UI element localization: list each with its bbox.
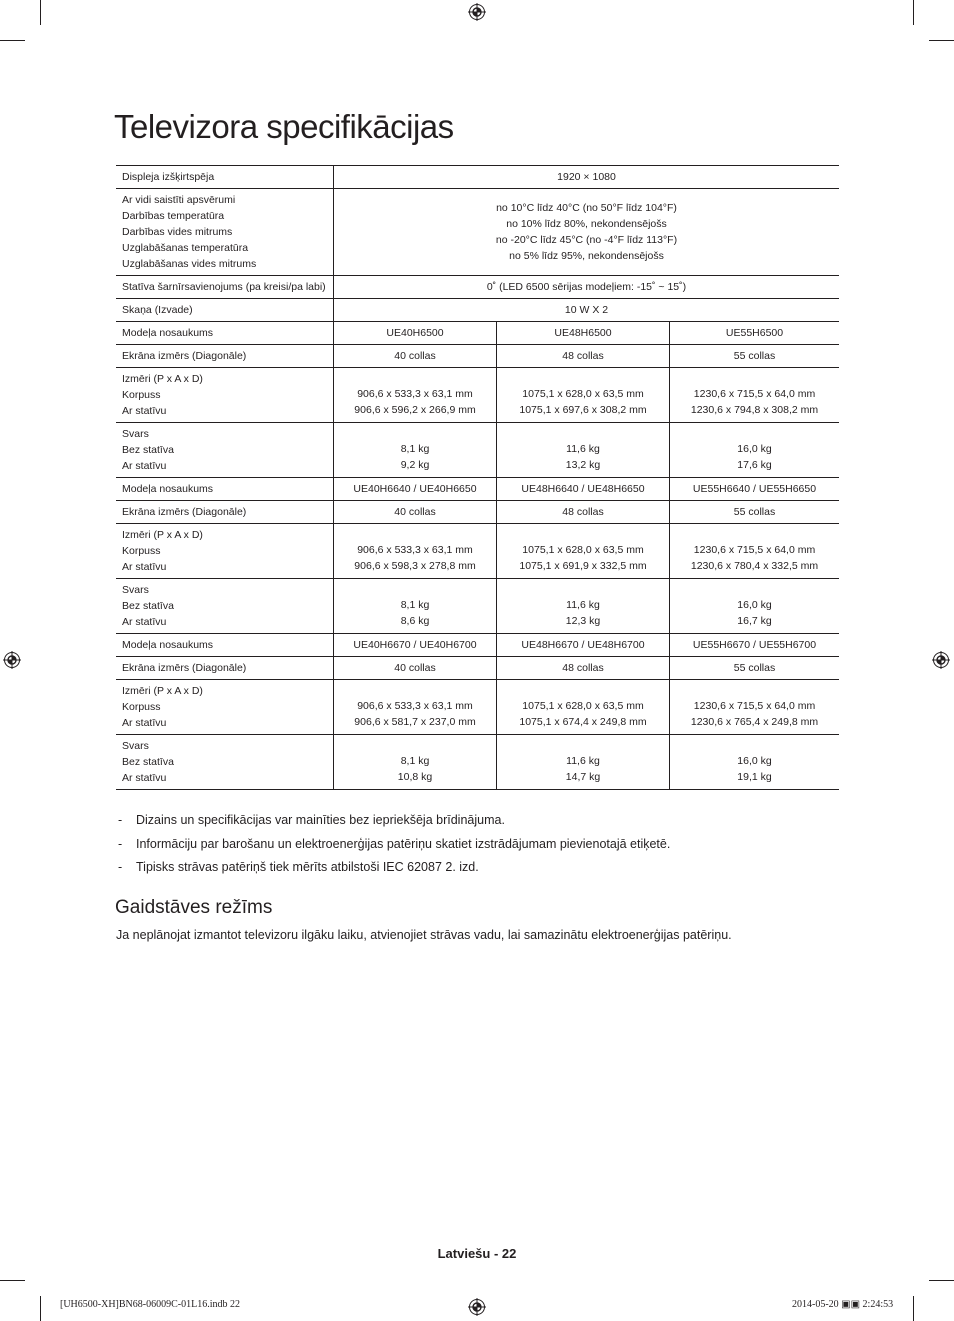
spec-value-line: 1230,6 x 715,5 x 64,0 mm xyxy=(693,700,816,712)
spec-value-line: 12,3 kg xyxy=(565,615,601,627)
spec-value xyxy=(670,680,840,735)
spec-value xyxy=(670,524,840,579)
spec-label-line: Ar statīvu xyxy=(122,717,167,729)
spec-value-line: 1075,1 x 674,4 x 249,8 mm xyxy=(519,716,647,728)
spec-value-line: 55 collas xyxy=(733,506,776,518)
spec-label-line: Darbības vides mitrums xyxy=(122,226,233,238)
spec-value xyxy=(670,501,840,524)
spec-label xyxy=(116,579,334,634)
spec-value xyxy=(334,368,497,423)
spec-label-line: Izmēri (P x A x D) xyxy=(122,373,203,385)
spec-label-line: Ar statīvu xyxy=(122,616,167,628)
spec-label-line: Ar vidi saistīti apsvērumi xyxy=(122,194,236,206)
spec-value xyxy=(334,634,497,657)
spec-value-line: 1230,6 x 715,5 x 64,0 mm xyxy=(693,544,816,556)
notes-list xyxy=(116,810,670,881)
spec-label-line: Modeļa nosaukums xyxy=(122,483,214,495)
spec-label-line: Korpuss xyxy=(122,701,161,713)
spec-value-line: 906,6 x 533,3 x 63,1 mm xyxy=(357,388,473,400)
crop-mark xyxy=(913,1296,914,1321)
spec-value xyxy=(497,478,670,501)
spec-value-line: 1230,6 x 794,8 x 308,2 mm xyxy=(690,404,819,416)
spec-label-line: Modeļa nosaukums xyxy=(122,639,214,651)
standby-text: Ja neplānojat izmantot televizoru ilgāku laiku, atvienojiet strāvas vadu, lai samazinātu elektroenerģijas patēriņu. xyxy=(116,928,732,942)
crop-mark xyxy=(0,1280,25,1281)
spec-row xyxy=(116,735,839,790)
spec-value-line: 11,6 kg xyxy=(566,599,600,611)
spec-label-line: Izmēri (P x A x D) xyxy=(122,529,203,541)
spec-value-line: 16,0 kg xyxy=(737,443,772,455)
spec-value-line: 1075,1 x 691,9 x 332,5 mm xyxy=(519,560,647,572)
spec-label-line: Uzglabāšanas temperatūra xyxy=(122,242,249,254)
spec-value-line: 906,6 x 598,3 x 278,8 mm xyxy=(354,560,476,572)
spec-value-line: no 5% līdz 95%, nekondensējošs xyxy=(509,250,664,262)
spec-row xyxy=(116,524,839,579)
spec-value xyxy=(670,345,840,368)
spec-row xyxy=(116,657,839,680)
spec-value xyxy=(497,501,670,524)
spec-value xyxy=(497,368,670,423)
spec-value-line: no -20°C līdz 45°C (no -4°F līdz 113°F) xyxy=(495,234,678,246)
spec-value-line: 8,1 kg xyxy=(400,755,430,767)
note-item xyxy=(116,810,670,834)
spec-label xyxy=(116,368,334,423)
spec-row xyxy=(116,276,839,299)
spec-label-line: Svars xyxy=(122,428,149,440)
spec-value xyxy=(670,579,840,634)
spec-label xyxy=(116,299,334,322)
spec-value-line: 1920 × 1080 xyxy=(557,171,616,183)
note-bullet: - xyxy=(118,836,123,851)
spec-label xyxy=(116,657,334,680)
page-number: Latviešu - 22 xyxy=(437,1246,517,1261)
spec-value-line: 48 collas xyxy=(562,662,604,674)
spec-value xyxy=(497,579,670,634)
spec-value xyxy=(497,680,670,735)
spec-value xyxy=(334,657,497,680)
spec-label xyxy=(116,166,334,189)
crop-mark xyxy=(929,1280,954,1281)
spec-row xyxy=(116,680,839,735)
spec-label xyxy=(116,276,334,299)
spec-value-line: UE40H6500 xyxy=(386,327,444,339)
spec-label-line: Bez statīva xyxy=(122,756,174,768)
spec-label-line: Ekrāna izmērs (Diagonāle) xyxy=(122,506,247,518)
spec-value xyxy=(334,345,497,368)
spec-value xyxy=(497,345,670,368)
spec-label-line: Darbības temperatūra xyxy=(122,210,225,222)
note-item xyxy=(116,857,670,881)
spec-value-line: 1075,1 x 628,0 x 63,5 mm xyxy=(522,544,644,556)
spec-value-line: 10 W X 2 xyxy=(564,304,609,316)
spec-row xyxy=(116,166,839,189)
spec-label-line: Ekrāna izmērs (Diagonāle) xyxy=(122,662,247,674)
spec-label-line: Bez statīva xyxy=(122,600,174,612)
spec-value-line: 55 collas xyxy=(733,662,776,674)
spec-label-line: Ar statīvu xyxy=(122,561,167,573)
spec-value-line: 1075,1 x 697,6 x 308,2 mm xyxy=(519,404,647,416)
spec-value xyxy=(497,524,670,579)
spec-value-line: 8,1 kg xyxy=(400,599,430,611)
spec-value-line: 11,6 kg xyxy=(566,755,600,767)
spec-value-line: 1075,1 x 628,0 x 63,5 mm xyxy=(522,388,644,400)
spec-value xyxy=(497,423,670,478)
spec-value-line: 0˚ (LED 6500 sērijas modeļiem: -15˚ ~ 15˚) xyxy=(486,281,687,293)
spec-value-line: UE48H6640 / UE48H6650 xyxy=(521,483,645,495)
spec-value-line: 906,6 x 596,2 x 266,9 mm xyxy=(354,404,476,416)
page-title: Televizora specifikācijas xyxy=(114,108,454,145)
spec-value xyxy=(670,657,840,680)
spec-label-line: Uzglabāšanas vides mitrums xyxy=(122,258,257,270)
spec-row xyxy=(116,501,839,524)
spec-row xyxy=(116,345,839,368)
spec-value-line: 16,7 kg xyxy=(737,615,772,627)
spec-label xyxy=(116,524,334,579)
spec-value-line: 8,6 kg xyxy=(400,615,430,627)
spec-value xyxy=(497,322,670,345)
spec-label xyxy=(116,423,334,478)
note-item xyxy=(116,834,670,858)
spec-value-line: 1230,6 x 715,5 x 64,0 mm xyxy=(693,388,816,400)
note-text: Tipisks strāvas patēriņš tiek mērīts atbilstoši IEC 62087 2. izd. xyxy=(136,860,479,874)
spec-value-line: UE40H6640 / UE40H6650 xyxy=(353,483,477,495)
spec-label-line: Ar statīvu xyxy=(122,772,167,784)
spec-value-line: 1230,6 x 780,4 x 332,5 mm xyxy=(690,560,819,572)
spec-label-line: Displeja izšķirtspēja xyxy=(122,171,215,183)
registration-mark-icon xyxy=(3,651,21,669)
standby-heading: Gaidstāves režīms xyxy=(115,897,273,918)
spec-row xyxy=(116,189,839,276)
crop-mark xyxy=(913,0,914,25)
print-slug-date: 2014-05-20 ▣▣ 2:24:53 xyxy=(792,1299,894,1310)
spec-value-line: 10,8 kg xyxy=(397,771,433,783)
spec-label xyxy=(116,478,334,501)
spec-label-line: Korpuss xyxy=(122,545,161,557)
spec-value-line: UE55H6640 / UE55H6650 xyxy=(692,483,817,495)
spec-value xyxy=(334,299,840,322)
spec-value xyxy=(334,680,497,735)
crop-mark xyxy=(929,40,954,41)
spec-value xyxy=(670,735,840,790)
spec-value-line: 48 collas xyxy=(562,350,604,362)
spec-label xyxy=(116,345,334,368)
crop-mark xyxy=(40,0,41,25)
spec-value-line: 16,0 kg xyxy=(737,599,772,611)
spec-value xyxy=(334,166,840,189)
spec-value-line: 9,2 kg xyxy=(400,459,430,471)
spec-label xyxy=(116,501,334,524)
note-bullet: - xyxy=(118,813,123,827)
spec-row xyxy=(116,579,839,634)
spec-value-line: 11,6 kg xyxy=(566,443,600,455)
spec-value-line: 906,6 x 581,7 x 237,0 mm xyxy=(354,716,476,728)
spec-value-line: 55 collas xyxy=(733,350,776,362)
note-bullet: - xyxy=(118,860,123,874)
spec-value-line: 40 collas xyxy=(394,350,436,362)
spec-row xyxy=(116,423,839,478)
spec-value-line: 13,2 kg xyxy=(565,459,601,471)
spec-label-line: Svars xyxy=(122,740,149,752)
spec-value xyxy=(670,368,840,423)
spec-value-line: 906,6 x 533,3 x 63,1 mm xyxy=(357,544,473,556)
spec-value-line: 906,6 x 533,3 x 63,1 mm xyxy=(357,700,473,712)
spec-value xyxy=(334,276,840,299)
spec-label xyxy=(116,322,334,345)
registration-mark-icon xyxy=(468,1298,486,1316)
spec-value xyxy=(334,478,497,501)
spec-value-line: 19,1 kg xyxy=(737,771,772,783)
spec-label-line: Bez statīva xyxy=(122,444,174,456)
note-text: Informāciju par barošanu un elektroenerģijas patēriņu skatiet izstrādājumam pievienotajā etiķetē. xyxy=(136,836,671,851)
spec-value xyxy=(670,478,840,501)
spec-value xyxy=(670,634,840,657)
spec-value xyxy=(334,524,497,579)
spec-value-line: no 10°C līdz 40°C (no 50°F līdz 104°F) xyxy=(496,202,677,214)
spec-value xyxy=(334,579,497,634)
spec-value xyxy=(334,735,497,790)
spec-label-line: Svars xyxy=(122,584,149,596)
spec-label-line: Modeļa nosaukums xyxy=(122,327,214,339)
spec-value-line: 16,0 kg xyxy=(737,755,772,767)
spec-label-line: Ar statīvu xyxy=(122,460,167,472)
spec-value xyxy=(334,189,840,276)
spec-value-line: 17,6 kg xyxy=(737,459,772,471)
spec-label-line: Ar statīvu xyxy=(122,405,167,417)
note-text: Dizains un specifikācijas var mainīties bez iepriekšēja brīdinājuma. xyxy=(136,813,505,827)
spec-label xyxy=(116,189,334,276)
spec-value-line: 40 collas xyxy=(394,662,436,674)
spec-label xyxy=(116,680,334,735)
spec-value-line: 1230,6 x 765,4 x 249,8 mm xyxy=(690,716,819,728)
spec-label-line: Skaņa (Izvade) xyxy=(122,304,193,316)
spec-label-line: Statīva šarnīrsavienojums (pa kreisi/pa labi) xyxy=(122,281,326,293)
spec-row xyxy=(116,634,839,657)
spec-value xyxy=(334,501,497,524)
spec-label-line: Korpuss xyxy=(122,389,161,401)
crop-mark xyxy=(40,1296,41,1321)
spec-label-line: Izmēri (P x A x D) xyxy=(122,685,203,697)
spec-value-line: 48 collas xyxy=(562,506,604,518)
spec-row xyxy=(116,368,839,423)
spec-value xyxy=(670,322,840,345)
spec-value-line: UE55H6500 xyxy=(725,327,784,339)
spec-row xyxy=(116,322,839,345)
spec-value-line: UE40H6670 / UE40H6700 xyxy=(353,639,477,651)
spec-value-line: 1075,1 x 628,0 x 63,5 mm xyxy=(522,700,644,712)
print-slug-file: [UH6500-XH]BN68-06009C-01L16.indb 22 xyxy=(60,1299,240,1310)
spec-label xyxy=(116,634,334,657)
spec-value xyxy=(670,423,840,478)
spec-label xyxy=(116,735,334,790)
crop-mark xyxy=(0,40,25,41)
spec-label-line: Ekrāna izmērs (Diagonāle) xyxy=(122,350,247,362)
registration-mark-icon xyxy=(468,3,486,21)
spec-row xyxy=(116,299,839,322)
spec-value xyxy=(497,735,670,790)
spec-value-line: no 10% līdz 80%, nekondensējošs xyxy=(506,218,667,230)
spec-value xyxy=(497,634,670,657)
registration-mark-icon xyxy=(932,651,950,669)
spec-value xyxy=(497,657,670,680)
spec-value-line: UE55H6670 / UE55H6700 xyxy=(692,639,817,651)
spec-value xyxy=(334,423,497,478)
spec-value-line: 40 collas xyxy=(394,506,436,518)
spec-value xyxy=(334,322,497,345)
spec-table xyxy=(116,165,839,790)
spec-value-line: 14,7 kg xyxy=(565,771,601,783)
spec-value-line: UE48H6500 xyxy=(554,327,612,339)
spec-value-line: 8,1 kg xyxy=(400,443,430,455)
spec-row xyxy=(116,478,839,501)
spec-value-line: UE48H6670 / UE48H6700 xyxy=(521,639,645,651)
